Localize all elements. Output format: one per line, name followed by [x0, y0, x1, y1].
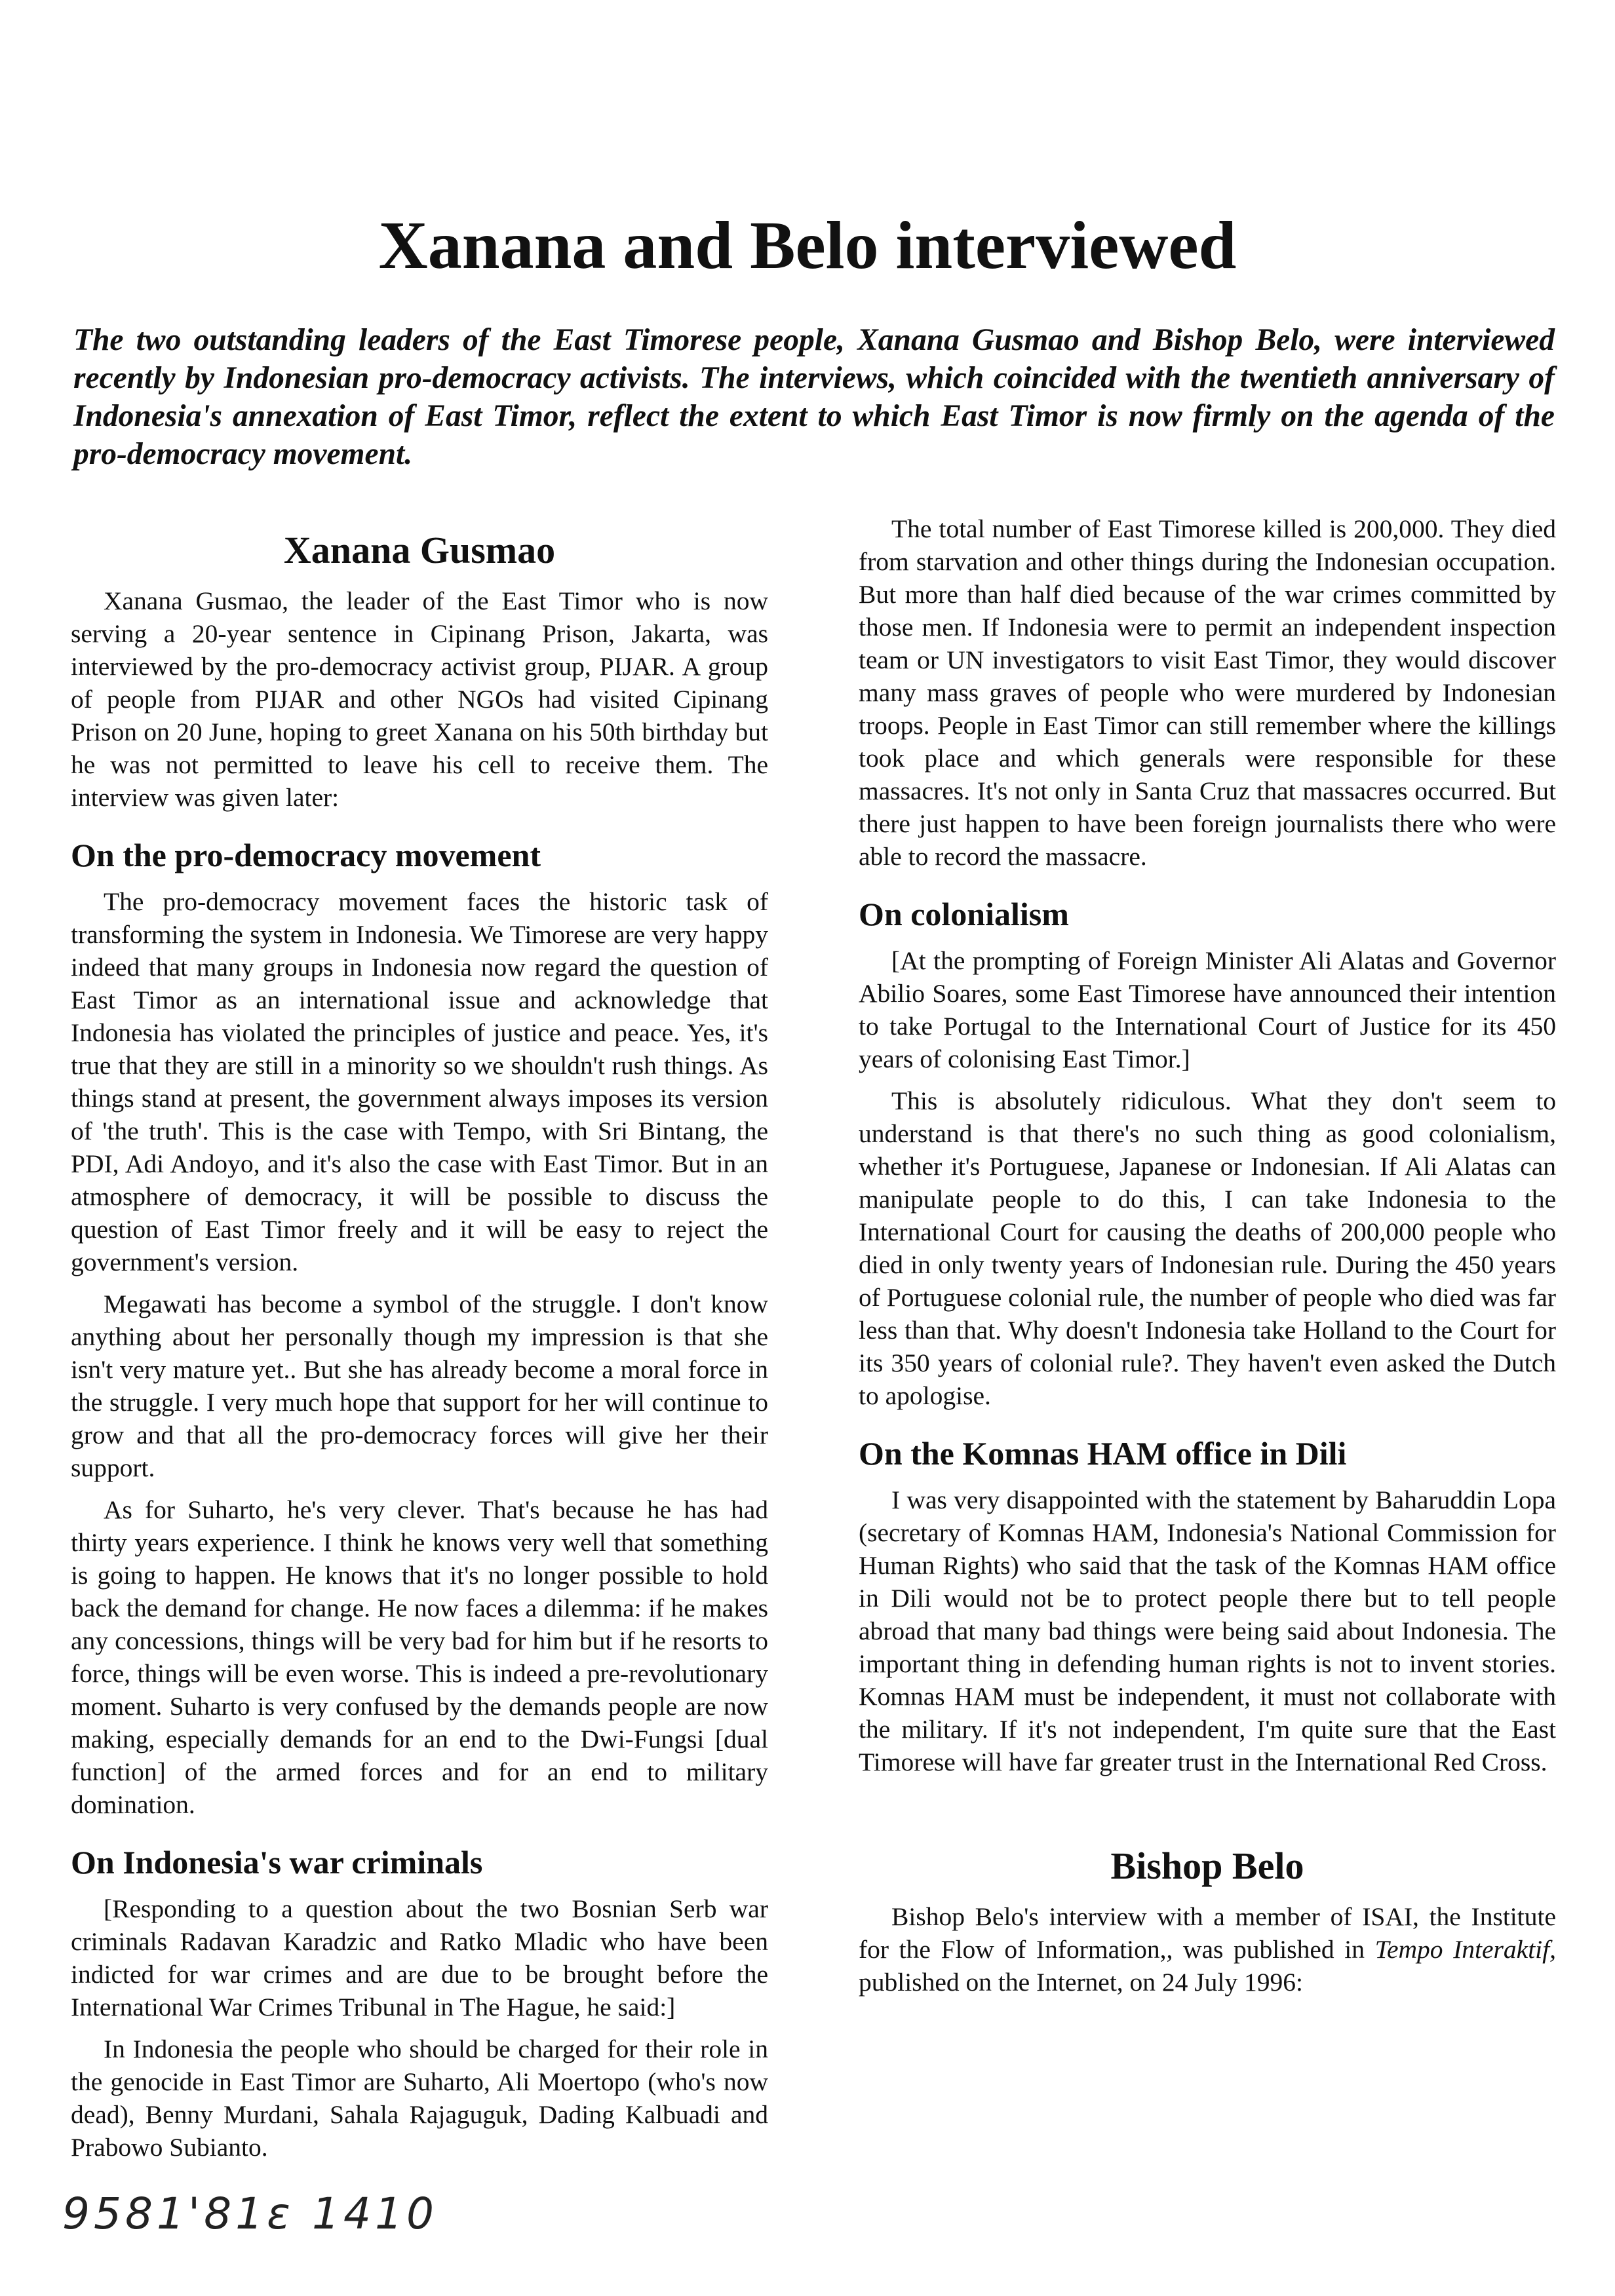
war-criminals-paragraph-3: The total number of East Timorese killed is 200,000. They died from starvation and other things during the Indonesian occupation. But more than half died because of the war crimes committed by those men. If Indonesia were to permit an independent inspection team or UN investigators to visit East Timor, they would discover many mass graves of people who were murdered by Indonesian troops. People in East Timor can still remember where the killings took place and which generals were responsible for these massacres. It's not only in Santa Cruz that massacres occurred. But there just happen to have been foreign journalists there who were able to record the massacre. — [859, 514, 1556, 871]
prodemocracy-paragraph-2: Megawati has become a symbol of the struggle. I don't know anything about her personally though my impression is that she isn't very mature yet.. But she has already become a moral force in the struggle. I very much hope that support for her will continue to grow and that all the pro-democracy forces will give her their support. — [71, 1289, 768, 1482]
subheading-war-criminals: On Indonesia's war criminals — [71, 1843, 483, 1881]
article-lead: The two outstanding leaders of the East Timorese people, Xanana Gusmao and Bishop Belo, were interviewed recently by Indonesian pro-democracy activists. The interviews, which coincided with the twentieth anniversary of Indonesia's annexation of East Timor, reflect the extent to which East Timor is now firmly on the agenda of the pro-democracy movement. — [73, 323, 1555, 471]
colonialism-paragraph-2: This is absolutely ridiculous. What they don't seem to understand is that there's no such thing as good colonialism, whether it's Portuguese, Japanese or Indonesian. If Ali Alatas can manipulate people to do this, I can take Indonesia to the International Court for causing the deaths of 200,000 people who died in only twenty years of Indonesian rule. During the 450 years of Portuguese colonial rule, the number of people who died was far less than that. Why doesn't Indonesia take Holland to the Court for its 350 years of colonial rule?. They haven't even asked the Dutch to apologise. — [859, 1086, 1556, 1410]
xanana-intro: Xanana Gusmao, the leader of the East Timor who is now serving a 20-year sentence in Cipinang Prison, Jakarta, was interviewed by the pro-democracy activist group, PIJAR. A group of people from PIJAR and other NGOs had visited Cipinang Prison on 20 June, hoping to greet Xanana on his 50th birthday but he was not permitted to leave his cell to receive them. The interview was given later: — [71, 586, 768, 812]
colonialism-paragraph-1: [At the prompting of Foreign Minister Ali Alatas and Governor Abilio Soares, some East Timorese have announced their intention to take Portugal to the International Court of Justice for its 450 years of colonising East Timor.] — [859, 946, 1556, 1073]
belo-intro — [859, 1900, 1556, 1999]
section-heading-belo: Bishop Belo — [1110, 1845, 1304, 1887]
handwritten-reference-number: 9581'81ɛ 1410 — [62, 2189, 438, 2239]
war-criminals-paragraph-2: In Indonesia the people who should be charged for their role in the genocide in East Timor are Suharto, Ali Moertopo (who's now dead), Benny Murdani, Sahala Rajaguguk, Dading Kalbuadi and Prabowo Subianto. — [71, 2034, 768, 2162]
subheading-prodemocracy: On the pro-democracy movement — [71, 836, 541, 873]
war-criminals-paragraph-1: [Responding to a question about the two Bosnian Serb war criminals Radavan Karadzic and Ratko Mladic who have been indicted for war crimes and are due to be brought before the International War Crimes Tribunal in The Hague, he said:] — [71, 1894, 768, 2021]
subheading-colonialism: On colonialism — [859, 896, 1069, 932]
right-column — [859, 512, 1556, 2008]
belo-intro-text-b: published on the Internet, on 24 July 1996: — [859, 1967, 1303, 1997]
subheading-komnas-ham: On the Komnas HAM office in Dili — [859, 1435, 1347, 1472]
prodemocracy-paragraph-1: The pro-democracy movement faces the historic task of transforming the system in Indonesia. We Timorese are very happy indeed that many groups in Indonesia now regard the question of East Timor as an international issue and acknowledge that Indonesia has violated the principles of justice and peace. Yes, it's true that they are still in a minority so we shouldn't rush things. As things stand at present, the government always imposes its version of 'the truth'. This is the case with Tempo, with Sri Bintang, the PDI, Adi Andoyo, and it's also the case with East Timor. But in an atmosphere of democracy, it will be possible to discuss the question of East Timor freely and it will be easy to reject the government's version. — [71, 887, 768, 1276]
section-heading-xanana: Xanana Gusmao — [283, 529, 556, 571]
article-title: Xanana and Belo interviewed — [378, 208, 1237, 283]
section-spacer — [859, 1788, 1556, 1827]
belo-intro-text-a: Bishop Belo's interview with a member of ISAI, the Institute for the Flow of Information,, was published in — [859, 1902, 1556, 1964]
left-column — [71, 511, 768, 2173]
komnas-paragraph-1: I was very disappointed with the statement by Baharuddin Lopa (secretary of Komnas HAM, Indonesia's National Commission for Human Rights) who said that the task of the Komnas HAM office in Dili would not be to protect people there but to tell people abroad that many bad things were being said about Indonesia. The important thing in defending human rights is not to invent stories. Komnas HAM must be independent, it must not collaborate with the military. If it's not independent, I'm quite sure that the East Timorese will have far greater trust in the International Red Cross. — [859, 1485, 1556, 1776]
prodemocracy-paragraph-3: As for Suharto, he's very clever. That's because he has had thirty years experience. I think he knows very well that something is going to happen. He knows that it's no longer possible to hold back the demand for change. He now faces a dilemma: if he makes any concessions, things will be very bad for him but if he resorts to force, things will be even worse. This is indeed a pre-revolutionary moment. Suharto is very confused by the demands people are now making, especially demands for an end to the Dwi-Fungsi [dual function] of the armed forces and for an end to military domination. — [71, 1495, 768, 1819]
belo-intro-publication: Tempo Interaktif, — [1374, 1934, 1556, 1964]
